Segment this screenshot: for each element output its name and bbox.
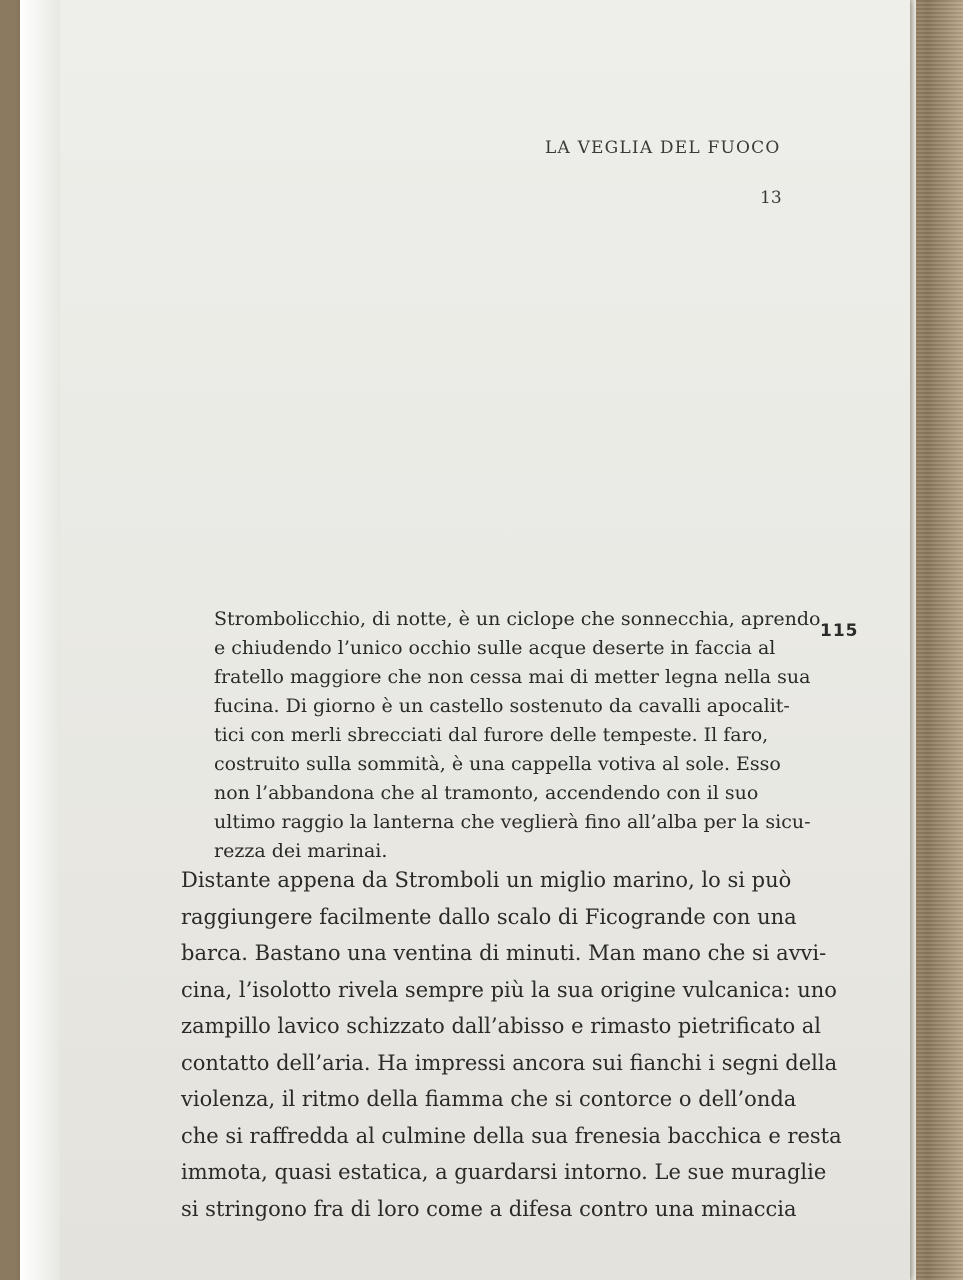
paragraph-2 — [181, 862, 842, 1227]
text-line: zampillo lavico schizzato dall’abisso e rimasto pietrificato al — [181, 1014, 821, 1038]
text-line: ultimo raggio la lanterna che veglierà fino all’alba per la sicu- — [214, 811, 811, 833]
text-line: violenza, il ritmo della fiamma che si contorce o dell’onda — [181, 1087, 797, 1111]
page-gutter — [20, 0, 60, 1280]
text-line: barca. Bastano una ventina di minuti. Man mano che si avvi- — [181, 941, 827, 965]
text-line: tici con merli sbrecciati dal furore delle tempeste. Il faro, — [214, 724, 769, 746]
text-line: costruito sulla sommità, è una cappella votiva al sole. Esso — [214, 753, 781, 775]
text-line: cina, l’isolotto rivela sempre più la sua origine vulcanica: uno — [181, 977, 837, 1002]
text-line: raggiungere facilmente dallo scalo di Ficogrande con una — [181, 904, 797, 929]
chapter-number: 13 — [760, 188, 782, 208]
text-line: non l’abbandona che al tramonto, accendendo con il suo — [214, 782, 759, 804]
text-line: fucina. Di giorno è un castello sostenuto da cavalli apocalit- — [214, 695, 790, 717]
text-line: contatto dell’aria. Ha impressi ancora sui fianchi i segni della — [181, 1050, 838, 1075]
text-line: Distante appena da Stromboli un miglio marino, lo si può — [181, 868, 792, 892]
text-line: si stringono fra di loro come a difesa contro una minaccia — [181, 1196, 797, 1221]
margin-page-number: 115 — [820, 621, 859, 641]
text-line: e chiudendo l’unico occhio sulle acque deserte in faccia al — [214, 637, 776, 659]
text-line: immota, quasi estatica, a guardarsi intorno. Le sue muraglie — [181, 1160, 827, 1184]
text-line: che si raffredda al culmine della sua frenesia bacchica e resta — [181, 1123, 842, 1148]
text-line: Strombolicchio, di notte, è un ciclope che sonnecchia, aprendo — [214, 608, 821, 630]
running-head: LA VEGLIA DEL FUOCO — [545, 138, 781, 158]
paragraph-1 — [214, 605, 821, 866]
text-line: rezza dei marinai. — [214, 840, 388, 862]
text-line: fratello maggiore che non cessa mai di metter legna nella sua — [214, 666, 811, 688]
